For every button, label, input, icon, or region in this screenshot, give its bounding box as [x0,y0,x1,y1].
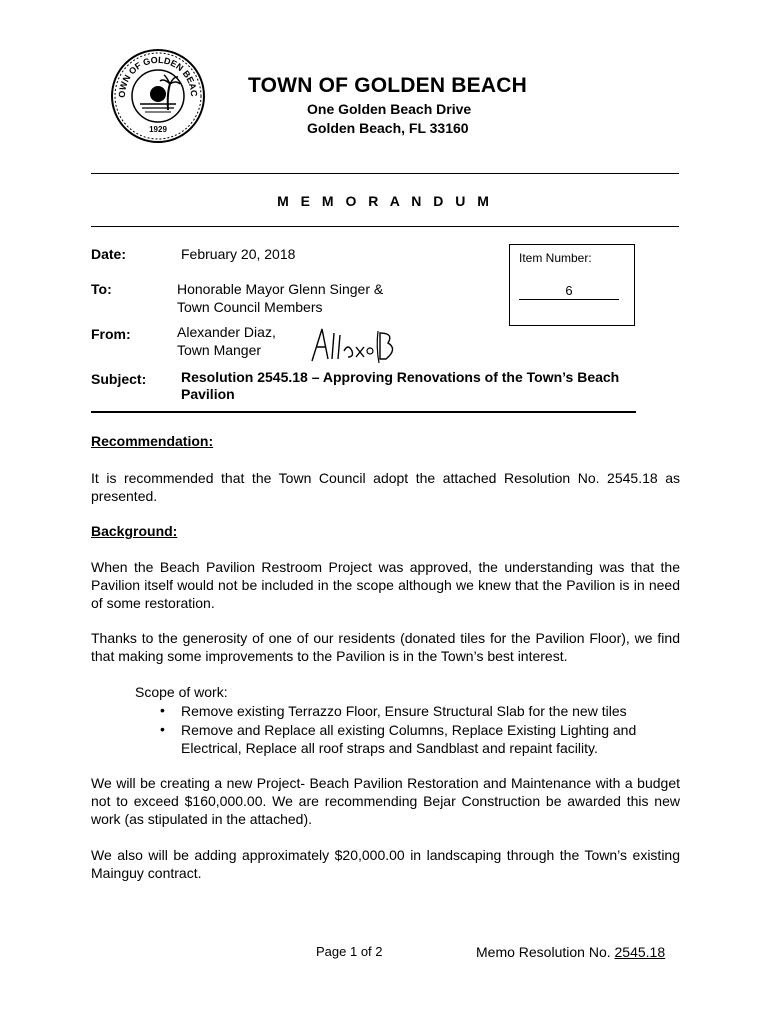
scope-item-1: Remove existing Terrazzo Floor, Ensure Structural Slab for the new tiles [181,703,627,719]
background-paragraph-1: When the Beach Pavilion Restroom Project was approved, the understanding was that the Pavilion itself would not be included in the scope although we knew that the Pavilion is in need of some restoration. [91,559,680,611]
subject-label: Subject: [91,371,147,387]
background-paragraph-2: Thanks to the generosity of one of our residents (donated tiles for the Pavilion Floor), we find that making some improvements to the Pavilion is in the Town’s best interest. [91,630,680,664]
item-number-box [509,244,635,326]
background-paragraph-3: We will be creating a new Project- Beach Pavilion Restoration and Maintenance with a budget not to exceed $160,000.00. We are recommending Bejar Construction be awarded this new work (as stipulated in the attached). [91,775,680,827]
address-line-1: One Golden Beach Drive [307,101,472,117]
footer-memo [476,944,665,960]
memo-title: M E M O R A N D U M [277,193,493,209]
footer-memo-prefix: Memo Resolution No. [476,944,615,960]
seal-text: OWN OF GOLDEN BEAC [116,54,200,99]
footer-memo-number: 2545.18 [614,944,666,960]
to-line-2: Town Council Members [177,299,323,315]
background-paragraph-4: We also will be adding approximately $20,000.00 in landscaping through the Town’s existing Mainguy contract. [91,847,680,881]
subject-divider [91,411,636,413]
bullet-2: • [160,721,165,737]
to-line-1: Honorable Mayor Glenn Singer & [177,281,384,297]
address-line-2: Golden Beach, FL 33160 [307,120,469,136]
signature [308,323,404,372]
item-number-label: Item Number: [519,251,592,265]
date-value: February 20, 2018 [181,246,296,262]
item-number-value: 6 [519,283,619,300]
date-label: Date: [91,246,127,262]
subject-value: Resolution 2545.18 – Approving Renovations of the Town’s Beach Pavilion [181,369,620,402]
header-divider [91,173,679,174]
town-seal [110,48,206,144]
scope-item-2: Remove and Replace all existing Columns, Replace Existing Lighting and Electrical, Replace all roof straps and Sandblast and repaint facility. [181,722,637,756]
from-label: From: [91,326,131,342]
recommendation-heading: Recommendation: [91,433,214,449]
bullet-1: • [160,702,165,718]
to-label: To: [91,281,112,297]
recommendation-text: It is recommended that the Town Council adopt the attached Resolution No. 2545.18 as presented. [91,470,680,504]
from-line-1: Alexander Diaz, [177,324,276,340]
from-line-2: Town Manger [177,342,262,358]
page-number: Page 1 of 2 [316,944,383,959]
scope-label: Scope of work: [135,684,228,700]
town-title: TOWN OF GOLDEN BEACH [248,74,527,97]
seal-year: 1929 [149,125,167,134]
background-heading: Background: [91,523,178,539]
memo-divider [91,226,679,227]
